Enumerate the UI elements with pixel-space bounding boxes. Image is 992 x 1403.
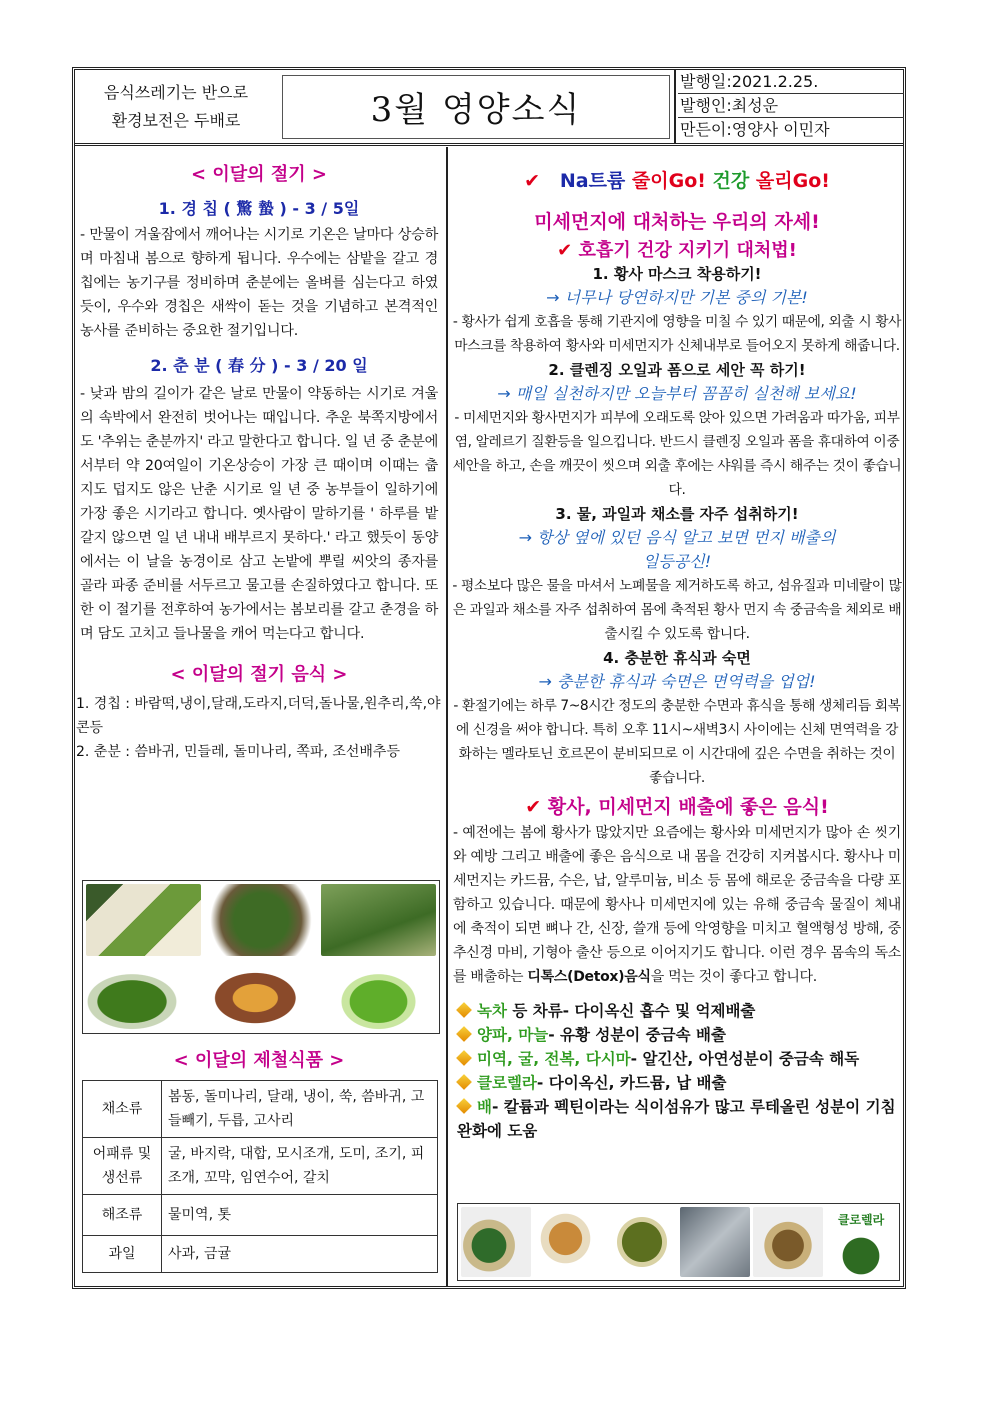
slogan-line-1: 음식쓰레기는 반으로 [103,82,249,102]
dust-title: 미세먼지에 대처하는 우리의 자세! [534,211,820,233]
wild-leaves-photo [321,959,436,1031]
items-cell: 봄동, 돌미나리, 달래, 냉이, 쑥, 씀바귀, 고들빼기, 두릅, 고사리 [162,1081,438,1138]
list-item [457,1047,903,1071]
detox-label: 디톡스(Detox)음식 [527,969,651,985]
detox-food-photos [457,1203,900,1281]
shepherds-purse-photo [204,884,319,956]
list-item-label: 클로렐라 [477,1074,537,1092]
respiratory-title [451,236,903,262]
title-box [278,70,676,143]
good-food-title-text: 황사, 미세먼지 배출에 좋은 음식! [547,796,829,818]
check-icon: ✔ [557,240,573,261]
list-item-text: - 칼륨과 펙틴이라는 식이섬유가 많고 루테올린 성분이 기침 완화에 도움 [457,1098,896,1140]
tip-body: - 환절기에는 하루 7~8시간 정도의 충분한 수면과 휴식을 통해 생체리듬 회복에 신경을 써야 합니다. 특히 오후 11시~새벽3시 사이에는 신체 면역력을 강화하는 멜라토닌 호르몬이 분비되므로 이 시간대에 깊은 수면을 취하는 것이 좋습니다. [453,698,901,786]
category-cell: 과일 [83,1236,162,1273]
onion-garlic-photo [534,1207,604,1277]
tip-heading: 2. 클렌징 오일과 폼으로 세안 꼭 하기! [548,361,806,379]
chlorella-label: 클로렐라 [837,1213,885,1227]
season-food-2: 2. 춘분 : 씀바귀, 민들레, 돌미나리, 쪽파, 조선배추등 [76,744,400,760]
wild-chive-photo [86,959,201,1031]
tip-1 [451,262,903,358]
season-food-heading: < 이달의 절기 음식 > [170,664,348,685]
seasonal-food-heading: < 이달의 제철식품 > [173,1050,345,1071]
season-heading: < 이달의 절기 > [191,164,327,185]
green-tea-photo [461,1207,531,1277]
check-icon: ✔ [524,170,540,192]
tip-subtitle: → 매일 실천하지만 오늘부터 꼼꼼히 실천해 보세요! [497,384,857,403]
items-cell: 물미역, 톳 [162,1195,438,1236]
tip-heading: 1. 황사 마스크 착용하기! [592,265,762,283]
season-food-photos [82,880,440,1034]
diamond-bullet-icon [456,1098,472,1114]
items-cell: 사과, 금귤 [162,1236,438,1273]
abalone-photo [753,1207,823,1277]
good-food-title [451,792,903,819]
header-divider [74,143,904,146]
term2-title: 2. 춘 분 ( 春 分 ) - 3 / 20 일 [150,356,368,375]
diamond-bullet-icon [456,1026,472,1042]
tip-2 [451,358,903,502]
mugwort-photo [321,884,436,956]
issue-date: 발행일:2021.2.25. [678,70,904,94]
publisher: 발행인:최성운 [678,94,904,118]
list-item [457,1071,903,1095]
respiratory-title-text: 호흡기 건강 지키기 대처법! [578,240,797,261]
tip-body: - 황사가 쉽게 호흡을 통해 기관지에 영향을 미칠 수 있기 때문에, 외출 시 황사 마스크를 착용하여 황사와 미세먼지가 신체내부로 들어오지 못하게 해줍니다. [452,314,902,354]
check-icon: ✔ [525,796,542,818]
items-cell: 굴, 바지락, 대합, 모시조개, 도미, 조기, 피조개, 꼬막, 임연수어, 갈치 [162,1138,438,1195]
table-row [83,1195,438,1236]
list-item [457,1095,903,1143]
list-item-text: - 알긴산, 아연성분이 중금속 해독 [630,1050,860,1068]
term1-title: 1. 경 칩 ( 驚 蟄 ) - 3 / 5일 [158,199,360,218]
author: 만든이:영양사 이민자 [680,120,830,139]
season-food-1: 1. 경칩 : 바람떡,냉이,달래,도라지,더덕,돌나물,원추리,쑥,야콘등 [76,696,441,736]
list-item [457,999,903,1023]
tip-body: - 평소보다 많은 물을 마셔서 노폐물을 제거하도록 하고, 섬유질과 미네랄이 많은 과일과 채소를 자주 섭취하여 몸에 축적된 황사 먼지 속 중금속을 체외로 배출시킬 수 있도록 합니다. [452,578,902,642]
list-item-text: 등 차류- 다이옥신 흡수 및 억제배출 [506,1002,756,1020]
tip-3 [451,502,903,646]
tip-4 [451,646,903,790]
seaweed-photo [607,1207,677,1277]
slogan-part: 건강 [705,170,756,192]
column-divider [446,147,448,1287]
slogan-part: 줄이Go! [631,170,706,192]
category-cell: 채소류 [83,1081,162,1138]
term2-body: - 낮과 밤의 길이가 같은 날로 만물이 약동하는 시기로 겨울의 속박에서 완전히 벗어나는 때입니다. 추운 북쪽지방에서도 '추위는 춘분까지' 라고 말한다고 합니다. 일 년 중 춘분에서부터 약 20여일이 기온상승이 가장 큰 때이며 이때는 춥지도 덥지도 않은 난춘 시기로 일 년 중 농부들이 일하기에 가장 좋은 시기라고 합니다. 옛사람이 말하기를 ' 하루를 밭 갈지 않으면 일 년 내내 배부르지 못하다.' 라고 했듯이 동양에서는 이 날을 농경이로 삼고 논밭에 뿌릴 씨앗의 종자를 골라 파종 준비를 서두르고 물고를 손질하였다고 합니다. 또한 이 절기를 전후하여 농가에서는 봄보리를 갈고 춘경을 하며 담도 고치고 들나물을 캐어 먹는다고 합니다. [80,386,438,642]
good-food-text: - 예전에는 봄에 황사가 많았지만 요즘에는 황사와 미세먼지가 많아 손 씻기와 예방 그리고 배출에 좋은 음식으로 내 몸을 건강히 지켜봅시다. 황사나 미세먼지는 카드뮴, 수은, 납, 알루미늄, 비소 등 몸에 해로운 중금속을 다량 포함하고 있습니다. 때문에 황사나 미세먼지에 있는 유해 중금속 물질이 체내에 축적이 되면 뼈나 간, 신장, 쓸개 등에 악영향을 미치고 혈액형성 방해, 중추신경 마비, 기형아 출산 등으로 이어지기도 합니다. 이런 경우 몸속의 독소를 배출하는 [453,825,901,985]
seasonal-food-table [82,1080,438,1273]
list-item-label: 양파, 마늘 [477,1026,549,1044]
list-item-text: - 유황 성분이 중금속 배출 [548,1026,726,1044]
good-food-body [451,821,903,989]
chlorella-photo [826,1207,896,1277]
list-item-label: 녹차 [477,1002,507,1020]
table-row [83,1236,438,1273]
page-title: 3월 영양소식 [370,90,582,130]
tip-heading: 4. 충분한 휴식과 숙면 [603,649,751,667]
yacon-photo [204,959,319,1031]
tip-subtitle: → 너무나 당연하지만 기본 중의 기본! [546,288,808,307]
detox-food-list [451,999,903,1143]
table-row [83,1081,438,1138]
slogan-part: Na트륨 [559,170,632,192]
slogan-box [74,70,280,143]
list-item-text: - 다이옥신, 카드뮴, 납 배출 [536,1074,727,1092]
diamond-bullet-icon [456,1002,472,1018]
rice-cake-photo [86,884,201,956]
diamond-bullet-icon [456,1074,472,1090]
category-cell: 어패류 및 생선류 [83,1138,162,1195]
right-column [451,150,903,1143]
tip-body: - 미세먼지와 황사먼지가 피부에 오래도록 앉아 있으면 가려움과 따가움, 피부염, 알레르기 질환등을 일으킵니다. 반드시 클렌징 오일과 폼을 휴대하여 이중 세안을 하고, 손을 깨끗이 씻으며 외출 후에는 샤워를 즉시 해주는 것이 좋습니다. [452,410,902,498]
tip-heading: 3. 물, 과일과 채소를 자주 섭취하기! [555,505,799,523]
diamond-bullet-icon [456,1050,472,1066]
table-row [83,1138,438,1195]
list-item [457,1023,903,1047]
tip-subtitle: → 항상 옆에 있던 음식 알고 보면 먼지 배출의 일등공신! [518,528,836,571]
oyster-photo [680,1207,750,1277]
list-item-label: 미역, 굴, 전복, 다시마 [477,1050,631,1068]
good-food-tail: 을 먹는 것이 좋다고 합니다. [650,969,817,985]
slogan-line-2: 환경보전은 두배로 [111,110,241,130]
issue-info [678,70,904,143]
list-item-label: 배 [477,1098,492,1116]
category-cell: 해조류 [83,1195,162,1236]
sodium-slogan [451,166,903,193]
left-column [76,150,442,764]
term1-body: - 만물이 겨울잠에서 깨어나는 시기로 기온은 날마다 상승하며 마침내 봄으로 향하게 됩니다. 우수에는 삼밭을 갈고 경칩에는 농기구를 정비하며 춘분에는 올벼를 심는다고 하였듯이, 우수와 경칩은 새싹이 돋는 것을 기념하고 본격적인 농사를 준비하는 중요한 절기입니다. [80,227,438,339]
slogan-part: 올리Go! [755,170,830,192]
tip-subtitle: → 충분한 휴식과 숙면은 면역력을 업업! [538,672,816,691]
